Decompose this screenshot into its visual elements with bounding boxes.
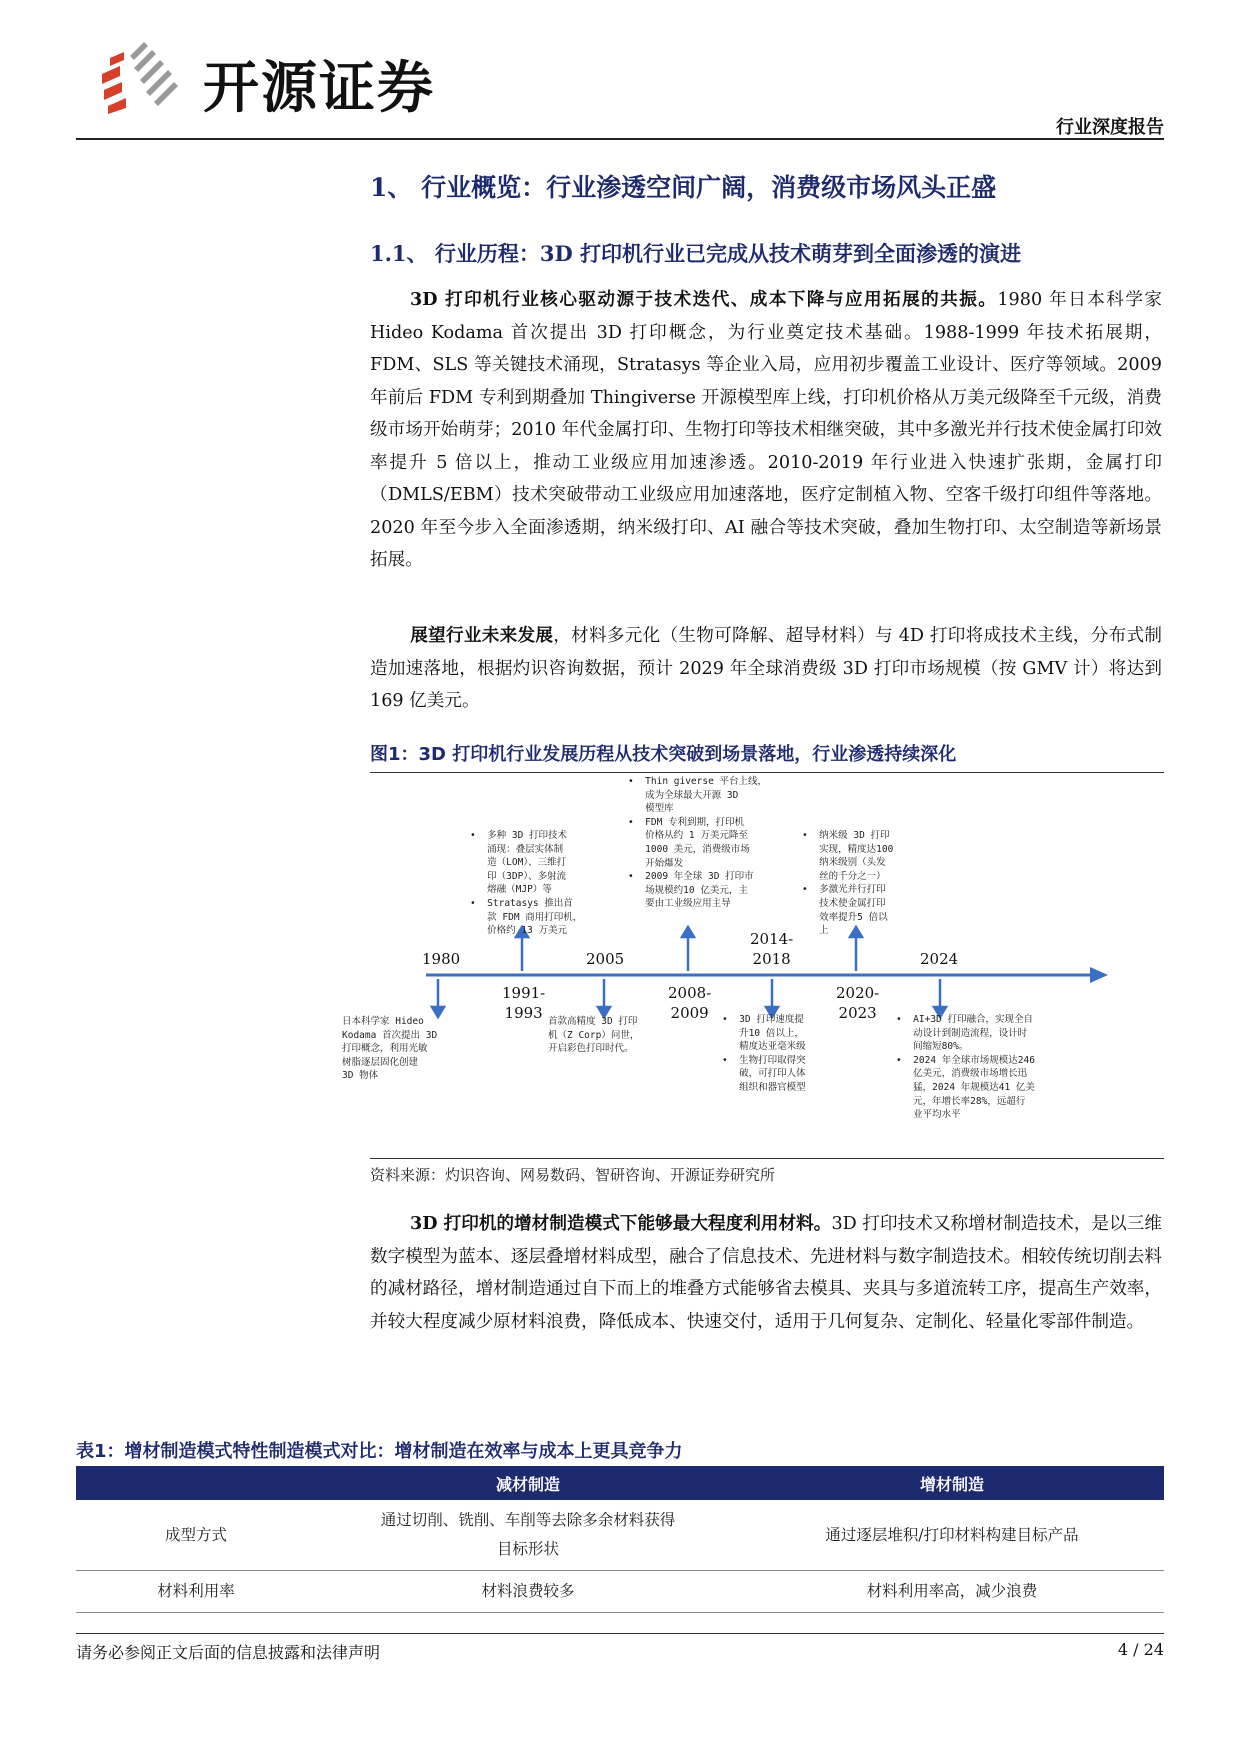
table-title: 表1：增材制造模式特性制造模式对比：增材制造在效率与成本上更具竞争力	[76, 1441, 683, 1462]
table-header-row	[76, 1466, 1164, 1500]
comparison-table	[76, 1466, 1164, 1613]
year-2014-2018: 2014- 2018	[750, 930, 794, 968]
table-header-cell: 增材制造	[740, 1466, 1164, 1500]
year-2020-2023: 2020- 2023	[836, 984, 880, 1022]
footer-divider	[76, 1633, 1164, 1634]
year-1991-1993: 1991- 1993	[502, 984, 546, 1022]
table-cell: 通过切削、铣削、车削等去除多余材料获得目标形状	[316, 1500, 740, 1571]
note-2014: • 3D 打印速度提 升10 倍以上， 精度达亚毫米级 • 生物打印取得突 破，可打印人体 组织和器官模型	[722, 1014, 806, 1093]
figure-source: 资料来源：灼识咨询、网易数码、智研咨询、开源证券研究所	[370, 1166, 776, 1184]
timeline-figure	[342, 775, 1164, 1155]
logo-icon	[100, 38, 200, 114]
table-cell: 材料浪费较多	[316, 1571, 740, 1613]
section-heading: 1、 行业概览：行业渗透空间广阔，消费级市场风头正盛	[370, 173, 997, 202]
note-1980: 日本科学家 Hideo Kodama 首次提出 3D 打印概念，利用光敏 树脂逐层固化创建 3D 物体	[342, 1016, 438, 1082]
table-cell: 材料利用率高，减少浪费	[740, 1571, 1164, 1613]
footer-disclaimer: 请务必参阅正文后面的信息披露和法律声明	[76, 1643, 381, 1662]
table-cell: 成型方式	[76, 1500, 316, 1571]
figure-title: 图1：3D 打印机行业发展历程从技术突破到场景落地，行业渗透持续深化	[370, 744, 957, 765]
paragraph-body: 3D 打印技术又称增材制造技术，是以三维数字模型为蓝本、逐层叠增材料成型，融合了信息技术、先进材料与数字制造技术。相较传统切削去料的减材路径，增材制造通过自下而上的堆叠方式能够省去模具、夹具与多道流转工序，提高生产效率，并较大程度减少原材料浪费，降低成本、快速交付，适用于几何复杂、定制化、轻量化零部件制造。	[370, 1214, 1162, 1332]
paragraph-lead: 3D 打印机的增材制造模式下能够最大程度利用材料。	[410, 1213, 832, 1234]
year-2005: 2005	[586, 950, 625, 968]
paragraph-additive	[370, 1208, 1162, 1338]
report-type: 行业深度报告	[1056, 117, 1164, 138]
timeline-arrowhead	[1090, 967, 1108, 983]
year-2024: 2024	[920, 950, 959, 968]
note-1991: • 多种 3D 打印技术 涌现：叠层实体制 造（LOM）、三维打 印（3DP）、多射流 熔融（MJP）等 • Stratasys 推出首 款 FDM 商用打印机， 价格约 13 万美元	[470, 830, 583, 937]
table-row	[76, 1571, 1164, 1613]
note-2008: • Thin giverse 平台上线， 成为全球最大开源 3D 模型库 • FDM 专利到期，打印机 价格从约 1 万美元降至 1000 美元，消费级市场 开始爆发 • 2009 年全球 3D 打印市 场规模约10 亿美元，主 要由工业级应用主导	[628, 776, 768, 910]
page-number: 4 / 24	[1117, 1640, 1164, 1659]
paragraph-lead: 展望行业未来发展	[410, 625, 554, 646]
subsection-heading: 1.1、 行业历程：3D 打印机行业已完成从技术萌芽到全面渗透的演进	[370, 241, 1021, 266]
paragraph-lead: 3D 打印机行业核心驱动源于技术迭代、成本下降与应用拓展的共振。	[410, 289, 998, 310]
note-2024: • AI+3D 打印融合，实现全自 动设计到制造流程，设计时 间缩短80%。 • 2024 年全球市场规模达246 亿美元，消费级市场增长迅 猛，2024 年规模达41 亿美 元，年增长率28%，远超行 业平均水平	[896, 1014, 1035, 1121]
paragraph-outlook	[370, 620, 1162, 718]
note-2020: • 纳米级 3D 打印 实现，精度达100 纳米级别（头发 丝的千分之一） • 多激光并行打印 技术使金属打印 效率提升5 倍以 上	[802, 830, 894, 937]
table-row	[76, 1500, 1164, 1571]
note-2005: 首款高精度 3D 打印 机（Z Corp）问世， 开启彩色打印时代。	[548, 1016, 640, 1055]
year-1980: 1980	[422, 950, 461, 968]
paragraph-body: 1980 年日本科学家 Hideo Kodama 首次提出 3D 打印概念，为行业奠定技术基础。1988-1999 年技术拓展期，FDM、SLS 等关键技术涌现，Stratasys 等企业入局，应用初步覆盖工业设计、医疗等领域。2009 年前后 FDM 专利到期叠加 Thingiverse 开源模型库上线，打印机价格从万美元级降至千元级，消费级市场开始萌芽；2010 年代金属打印、生物打印等技术相继突破，其中多激光并行技术使金属打印效率提升 5 倍以上，推动工业级应用加速渗透。2010-2019 年行业进入快速扩张期，金属打印（DMLS/EBM）技术突破带动工业级应用加速落地，医疗定制植入物、空客千级打印组件等落地。2020 年至今步入全面渗透期，纳米级打印、AI 融合等技术突破，叠加生物打印、太空制造等新场景拓展。	[370, 290, 1162, 570]
table-cell: 材料利用率	[76, 1571, 316, 1613]
tick-2008-arrow	[682, 927, 694, 937]
year-2008-2009: 2008- 2009	[668, 984, 712, 1022]
table-cell: 通过逐层堆积/打印材料构建目标产品	[740, 1500, 1164, 1571]
figure-top-rule	[370, 772, 1164, 773]
paragraph-body: ，材料多元化（生物可降解、超导材料）与 4D 打印将成技术主线，分布式制造加速落地，根据灼识咨询数据，预计 2029 年全球消费级 3D 打印市场规模（按 GMV 计）将达到 169 亿美元。	[370, 626, 1162, 711]
header-divider	[76, 138, 1164, 140]
table-header-cell	[76, 1466, 316, 1500]
table-header-cell: 减材制造	[316, 1466, 740, 1500]
brand-name: 开源证券	[203, 56, 435, 121]
figure-bottom-rule	[370, 1158, 1164, 1159]
paragraph-history	[370, 284, 1162, 577]
page-header	[0, 0, 1240, 145]
